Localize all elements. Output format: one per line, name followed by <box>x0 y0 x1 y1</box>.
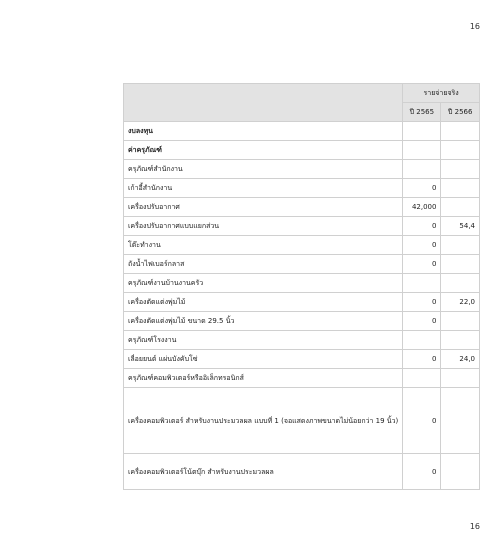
value-2565 <box>403 369 441 388</box>
value-2565 <box>403 122 441 141</box>
value-2566 <box>441 236 480 255</box>
row-label: ถังน้ำไฟเบอร์กลาส <box>124 255 403 274</box>
table-row <box>124 331 480 350</box>
value-2566 <box>441 255 480 274</box>
value-2565: 0 <box>403 293 441 312</box>
table-row <box>124 141 480 160</box>
value-2566 <box>441 198 480 217</box>
table-row <box>124 236 480 255</box>
value-2565: 0 <box>403 350 441 369</box>
row-label: เก้าอี้สำนักงาน <box>124 179 403 198</box>
row-label: ครุภัณฑ์คอมพิวเตอร์หรืออิเล็กทรอนิกส์ <box>124 369 403 388</box>
table-row <box>124 350 480 369</box>
value-2565: 0 <box>403 388 441 454</box>
table-row <box>124 454 480 490</box>
row-label: ครุภัณฑ์งานบ้านงานครัว <box>124 274 403 293</box>
value-2566 <box>441 369 480 388</box>
row-label: ครุภัณฑ์สำนักงาน <box>124 160 403 179</box>
table-header-row <box>124 84 480 103</box>
value-2566 <box>441 388 480 454</box>
value-2566 <box>441 122 480 141</box>
row-label: ครุภัณฑ์โรงงาน <box>124 331 403 350</box>
actual-expense-header: รายจ่ายจริง <box>403 84 480 103</box>
row-label: เครื่องปรับอากาศ <box>124 198 403 217</box>
table-row <box>124 198 480 217</box>
table-row <box>124 160 480 179</box>
row-label: เครื่องตัดแต่งพุ่มไม้ ขนาด 29.5 นิ้ว <box>124 312 403 331</box>
value-2565 <box>403 274 441 293</box>
budget-table <box>123 83 480 490</box>
table-row <box>124 122 480 141</box>
item-column-header <box>124 84 403 122</box>
value-2565 <box>403 141 441 160</box>
table-row <box>124 179 480 198</box>
value-2565: 42,000 <box>403 198 441 217</box>
value-2565 <box>403 331 441 350</box>
table-row <box>124 255 480 274</box>
table-row <box>124 217 480 236</box>
value-2565: 0 <box>403 236 441 255</box>
value-2566 <box>441 312 480 331</box>
value-2565: 0 <box>403 255 441 274</box>
table-row <box>124 369 480 388</box>
table-row <box>124 293 480 312</box>
value-2565: 0 <box>403 312 441 331</box>
year-2565-header: ปี 2565 <box>403 103 441 122</box>
value-2566 <box>441 141 480 160</box>
value-2566 <box>441 160 480 179</box>
page-number-bottom: 16 <box>469 522 480 531</box>
row-label: เครื่องปรับอากาศแบบแยกส่วน <box>124 217 403 236</box>
value-2565: 0 <box>403 454 441 490</box>
value-2566: 54,4 <box>441 217 480 236</box>
row-label: ค่าครุภัณฑ์ <box>124 141 403 160</box>
table-row <box>124 388 480 454</box>
year-2566-header: ปี 2566 <box>441 103 480 122</box>
value-2565 <box>403 160 441 179</box>
row-label: โต๊ะทำงาน <box>124 236 403 255</box>
value-2565: 0 <box>403 217 441 236</box>
table-row <box>124 312 480 331</box>
row-label: เครื่องคอมพิวเตอร์โน้ตบุ๊ก สำหรับงานประมวลผล <box>124 454 403 490</box>
row-label: เครื่องตัดแต่งพุ่มไม้ <box>124 293 403 312</box>
row-label: เลื่อยยนต์ แผ่นบังคับโซ่ <box>124 350 403 369</box>
value-2566 <box>441 454 480 490</box>
value-2566: 24,0 <box>441 350 480 369</box>
page-number-top: 16 <box>469 22 480 31</box>
value-2566 <box>441 179 480 198</box>
value-2566 <box>441 331 480 350</box>
table-row <box>124 274 480 293</box>
row-label: เครื่องคอมพิวเตอร์ สำหรับงานประมวลผล แบบที่ 1 (จอแสดงภาพขนาดไม่น้อยกว่า 19 นิ้ว) <box>124 388 403 454</box>
value-2565: 0 <box>403 179 441 198</box>
value-2566: 22,0 <box>441 293 480 312</box>
row-label: งบลงทุน <box>124 122 403 141</box>
value-2566 <box>441 274 480 293</box>
